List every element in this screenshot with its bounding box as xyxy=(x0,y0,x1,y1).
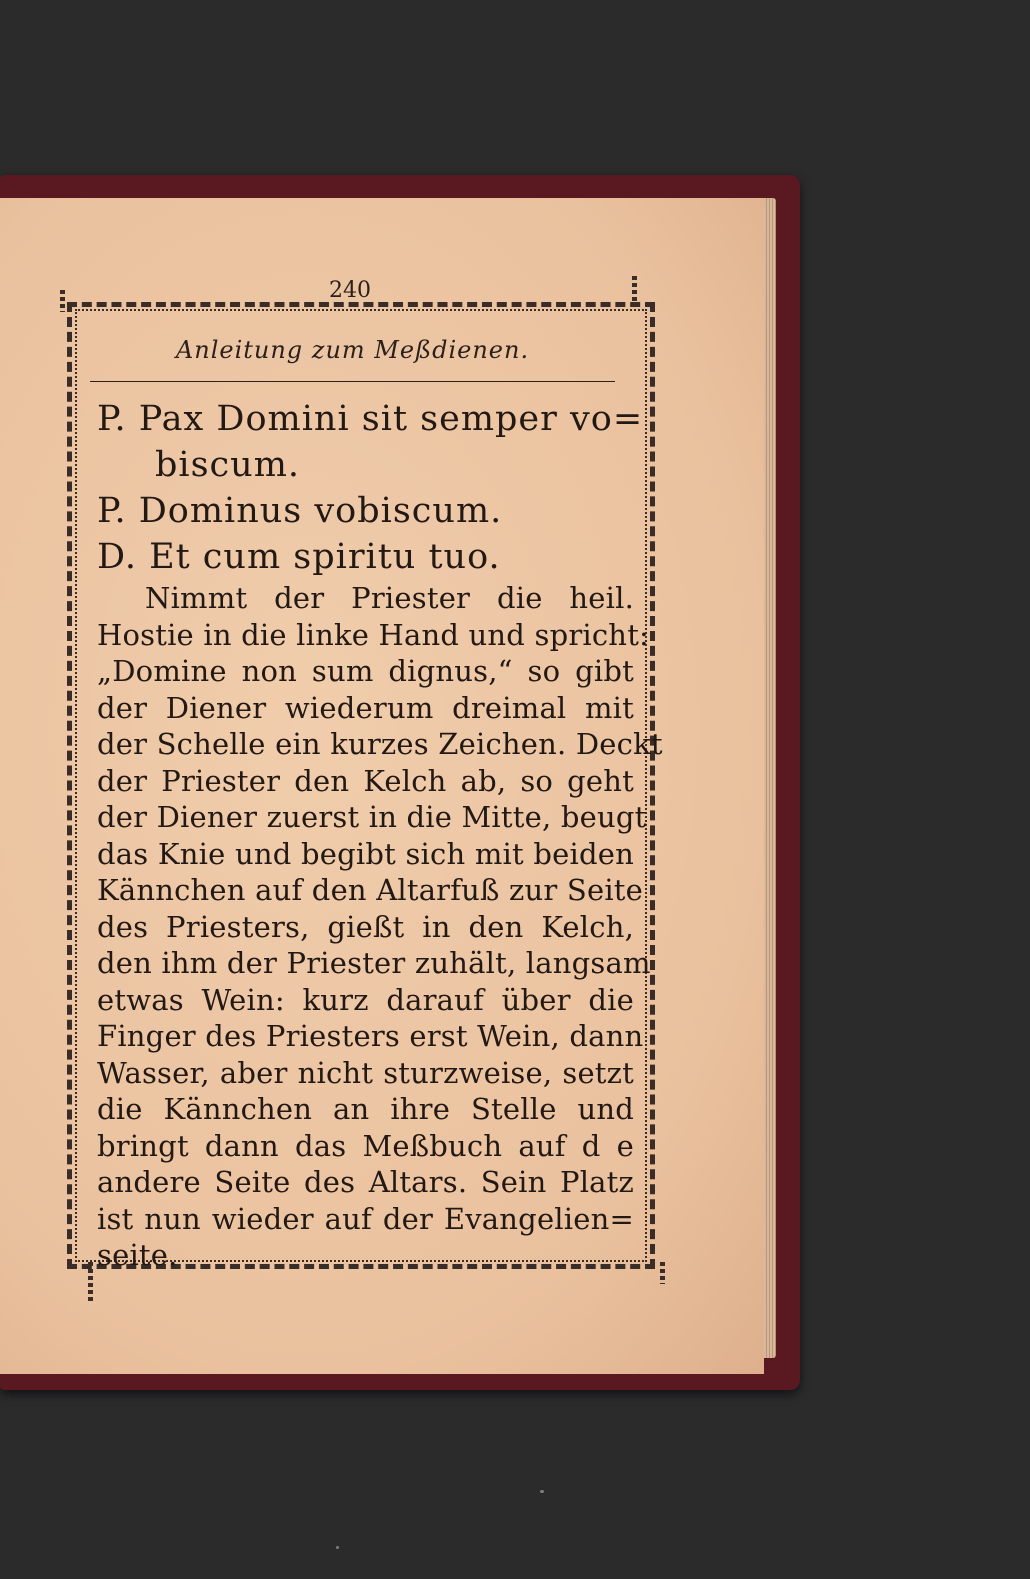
dust-speck xyxy=(540,1490,544,1493)
text-line: ist nun wieder auf der Evangelien= xyxy=(97,1201,634,1236)
text-line: etwas Wein: kurz darauf über die xyxy=(97,982,634,1017)
dust-speck xyxy=(336,1546,339,1549)
text-line: der Schelle ein kurzes Zeichen. Deckt xyxy=(97,727,663,761)
text-line: bringt dann das Meßbuch auf d e xyxy=(97,1128,634,1163)
header-rule xyxy=(90,381,615,382)
text-line: Hostie in die linke Hand und spricht: xyxy=(97,617,650,652)
running-head: Anleitung zum Meßdienen. xyxy=(175,336,530,364)
text-line: der Diener wiederum dreimal mit xyxy=(97,690,634,725)
text-line: P. Pax Domini sit semper vo= xyxy=(97,399,644,439)
text-line: die Kännchen an ihre Stelle und xyxy=(97,1092,634,1126)
text-line: Nimmt der Priester die heil. xyxy=(145,581,634,615)
text-line: Finger des Priesters erst Wein, dann xyxy=(97,1019,644,1053)
text-line: andere Seite des Altars. Sein Platz xyxy=(97,1165,634,1199)
text-line: P. Dominus vobiscum. xyxy=(97,491,503,531)
text-line: biscum. xyxy=(155,445,301,485)
text-line: der Priester den Kelch ab, so geht xyxy=(97,763,634,798)
corner-ornament-bottom-right xyxy=(660,1262,665,1284)
text-line: den ihm der Priester zuhält, langsam xyxy=(97,946,651,980)
corner-ornament-top-right xyxy=(632,276,637,306)
corner-ornament-bottom-left xyxy=(88,1262,93,1302)
text-line: des Priesters, gießt in den Kelch, xyxy=(97,909,634,944)
text-line: „Domine non sum dignus,“ so gibt xyxy=(97,654,634,688)
text-line: Wasser, aber nicht sturzweise, setzt xyxy=(97,1055,634,1090)
text-line: Kännchen auf den Altarfuß zur Seite xyxy=(97,873,644,907)
text-line: das Knie und begibt sich mit beiden xyxy=(97,836,634,871)
page-number: 240 xyxy=(329,278,371,303)
body-text xyxy=(97,396,663,1274)
text-line: seite. xyxy=(97,1238,178,1272)
text-line: D. Et cum spiritu tuo. xyxy=(97,537,501,577)
text-line: der Diener zuerst in die Mitte, beugt xyxy=(97,800,647,834)
corner-ornament-top-left xyxy=(60,290,65,312)
